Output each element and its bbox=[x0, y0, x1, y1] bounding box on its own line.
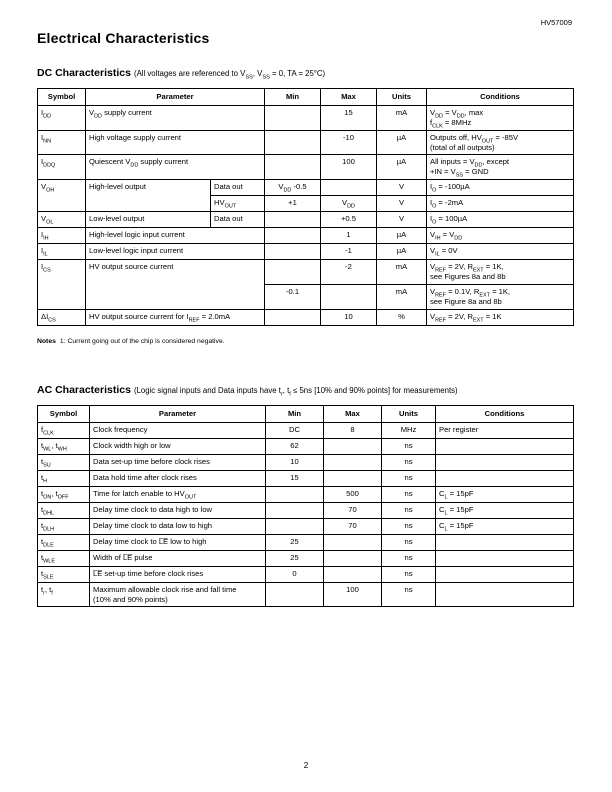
table-cell: $V_{IL} = 0V$ bbox=[427, 244, 574, 260]
table-cell bbox=[265, 309, 321, 325]
table-cell: Data out bbox=[211, 212, 265, 228]
table-cell: Low-level output bbox=[86, 212, 211, 228]
table-cell: Delay time clock to data low to high bbox=[90, 518, 266, 534]
table-cell: % bbox=[377, 309, 427, 325]
table-cell: mA bbox=[377, 284, 427, 309]
table-cell: µA bbox=[377, 244, 427, 260]
table-cell: Width of L̅E̅ pulse bbox=[90, 550, 266, 566]
doc-number: HV57009 bbox=[540, 18, 572, 27]
table-row bbox=[38, 422, 574, 438]
table-row bbox=[38, 244, 574, 260]
table-row bbox=[38, 470, 574, 486]
table-cell bbox=[436, 438, 574, 454]
table-cell bbox=[265, 244, 321, 260]
table-cell: Time for latch enable to $HV_{OUT}$ bbox=[90, 486, 266, 502]
table-cell: V bbox=[377, 196, 427, 212]
page-title: Electrical Characteristics bbox=[37, 30, 210, 46]
table-cell bbox=[436, 454, 574, 470]
table-cell: +0.5 bbox=[321, 212, 377, 228]
table-cell: $C_L = 15pF$ bbox=[436, 502, 574, 518]
table-cell: HV output source current for $I_{REF} = 2.0mA$ bbox=[86, 309, 265, 325]
table-row bbox=[38, 228, 574, 244]
table-cell: High voltage supply current bbox=[86, 130, 265, 155]
table-cell bbox=[266, 582, 324, 607]
ac-section-heading bbox=[37, 379, 575, 398]
table-cell: L̅E̅ set-up time before clock rises bbox=[90, 566, 266, 582]
table-cell: ns bbox=[382, 534, 436, 550]
table-cell: ns bbox=[382, 454, 436, 470]
dc-section-heading bbox=[37, 62, 575, 81]
table-cell: High-level output bbox=[86, 180, 211, 212]
table-row bbox=[38, 106, 574, 131]
table-cell bbox=[265, 212, 321, 228]
table-cell: ns bbox=[382, 550, 436, 566]
table-header-row bbox=[38, 405, 574, 422]
table-cell: $I_{IL}$ bbox=[38, 244, 86, 260]
table-cell: $\Delta I_{CS}$ bbox=[38, 309, 86, 325]
table-cell: $t_{DHL}$ bbox=[38, 502, 90, 518]
table-cell: V bbox=[377, 180, 427, 196]
table-cell bbox=[436, 470, 574, 486]
table-row bbox=[38, 566, 574, 582]
table-cell: Delay time clock to data high to low bbox=[90, 502, 266, 518]
table-cell: $t_H$ bbox=[38, 470, 90, 486]
page-number: 2 bbox=[303, 761, 309, 770]
column-header: Units bbox=[377, 89, 427, 106]
table-header-row bbox=[38, 89, 574, 106]
table-cell: 70 bbox=[324, 518, 382, 534]
table-cell: $I_{IH}$ bbox=[38, 228, 86, 244]
notes-text: 1: Current going out of the chip is considered negative. bbox=[59, 337, 225, 345]
table-cell: 70 bbox=[324, 502, 382, 518]
table-cell: $V_{DD}$ -0.5 bbox=[265, 180, 321, 196]
table-cell: ns bbox=[382, 582, 436, 607]
column-header: Min bbox=[265, 89, 321, 106]
table-cell: 0 bbox=[266, 566, 324, 582]
table-cell: Data out bbox=[211, 180, 265, 196]
table-cell bbox=[436, 582, 574, 607]
table-cell: 8 bbox=[324, 422, 382, 438]
table-row bbox=[38, 309, 574, 325]
dc-notes bbox=[37, 338, 575, 345]
column-header: Conditions bbox=[436, 405, 574, 422]
table-cell: DC bbox=[266, 422, 324, 438]
table-cell: All inputs = $V_{DD}$, except $+IN = V_{SS}$ = GND bbox=[427, 155, 574, 180]
table-cell: -10 bbox=[321, 130, 377, 155]
table-cell: $t_{DLH}$ bbox=[38, 518, 90, 534]
table-cell: 25 bbox=[266, 534, 324, 550]
table-cell: $I_{NN}$ bbox=[38, 130, 86, 155]
table-cell: Per register bbox=[436, 422, 574, 438]
table-cell bbox=[324, 550, 382, 566]
table-row bbox=[38, 180, 574, 196]
table-cell bbox=[266, 502, 324, 518]
table-cell: $I_{DDQ}$ bbox=[38, 155, 86, 180]
table-cell: $f_{CLK}$ bbox=[38, 422, 90, 438]
table-cell: Quiescent $V_{DD}$ supply current bbox=[86, 155, 265, 180]
table-row bbox=[38, 260, 574, 285]
table-cell bbox=[265, 228, 321, 244]
table-cell: ns bbox=[382, 470, 436, 486]
table-cell bbox=[265, 260, 321, 285]
table-cell: µA bbox=[377, 155, 427, 180]
table-cell: µA bbox=[377, 130, 427, 155]
table-cell: +1 bbox=[265, 196, 321, 212]
table-cell bbox=[321, 284, 377, 309]
table-row bbox=[38, 550, 574, 566]
table-cell bbox=[266, 518, 324, 534]
table-cell bbox=[266, 486, 324, 502]
ac-heading-subtitle: (Logic signal inputs and Data inputs have $t_r$, $t_f \le 5ns$ [10% and 90% points] for measurements) bbox=[133, 385, 458, 398]
table-cell: $C_L = 15pF$ bbox=[436, 486, 574, 502]
table-cell bbox=[324, 454, 382, 470]
table-row bbox=[38, 534, 574, 550]
table-cell bbox=[265, 130, 321, 155]
table-cell: $V_{REF} = 0.1V$, $R_{EXT} = 1K$, see Figure 8a and 8b bbox=[427, 284, 574, 309]
table-cell: ns bbox=[382, 502, 436, 518]
column-header: Symbol bbox=[38, 405, 90, 422]
table-cell: Low-level logic input current bbox=[86, 244, 265, 260]
table-cell: ns bbox=[382, 518, 436, 534]
table-cell: $t_{SU}$ bbox=[38, 454, 90, 470]
table-cell: $HV_{OUT}$ bbox=[211, 196, 265, 212]
table-row bbox=[38, 518, 574, 534]
table-cell: $t_{WLE}$ bbox=[38, 550, 90, 566]
table-cell: Maximum allowable clock rise and fall time (10% and 90% points) bbox=[90, 582, 266, 607]
table-cell: $I_O = -2mA$ bbox=[427, 196, 574, 212]
dc-heading-subtitle: (All voltages are referenced to $V_{SS}$, $V_{SS} = 0$, TA = 25°C) bbox=[133, 69, 326, 81]
table-cell bbox=[265, 106, 321, 131]
table-cell: mA bbox=[377, 106, 427, 131]
table-cell: mA bbox=[377, 260, 427, 285]
table-cell: 15 bbox=[266, 470, 324, 486]
table-cell: MHz bbox=[382, 422, 436, 438]
table-row bbox=[38, 438, 574, 454]
table-cell: $V_{OL}$ bbox=[38, 212, 86, 228]
table-cell: $I_{DD}$ bbox=[38, 106, 86, 131]
table-cell bbox=[265, 155, 321, 180]
table-cell: $t_r$, $t_f$ bbox=[38, 582, 90, 607]
table-cell: µA bbox=[377, 228, 427, 244]
table-cell: ns bbox=[382, 486, 436, 502]
table-cell: -1 bbox=[321, 244, 377, 260]
table-cell: $C_L = 15pF$ bbox=[436, 518, 574, 534]
dc-heading-label: DC Characteristics bbox=[37, 67, 131, 79]
table-cell: Clock frequency bbox=[90, 422, 266, 438]
table-cell bbox=[324, 534, 382, 550]
ac-characteristics-table bbox=[37, 405, 574, 608]
table-cell bbox=[436, 550, 574, 566]
column-header: Parameter bbox=[90, 405, 266, 422]
table-cell: Delay time clock to L̅E̅ low to high bbox=[90, 534, 266, 550]
table-cell: $V_{OH}$ bbox=[38, 180, 86, 212]
table-cell: -2 bbox=[321, 260, 377, 285]
table-cell: $I_{CS}$ bbox=[38, 260, 86, 309]
column-header: Parameter bbox=[86, 89, 265, 106]
table-cell: Data set-up time before clock rises bbox=[90, 454, 266, 470]
column-header: Min bbox=[266, 405, 324, 422]
table-cell: 10 bbox=[321, 309, 377, 325]
table-cell: 62 bbox=[266, 438, 324, 454]
table-cell: HV output source current bbox=[86, 260, 265, 309]
table-row bbox=[38, 212, 574, 228]
table-row bbox=[38, 130, 574, 155]
table-cell bbox=[324, 566, 382, 582]
table-cell: $V_{DD}$ bbox=[321, 196, 377, 212]
table-cell: $I_O = 100\mu A$ bbox=[427, 212, 574, 228]
table-cell: ns bbox=[382, 438, 436, 454]
table-cell: $I_O = -100\mu A$ bbox=[427, 180, 574, 196]
table-cell: 10 bbox=[266, 454, 324, 470]
dc-characteristics-table bbox=[37, 88, 574, 325]
table-cell: Clock width high or low bbox=[90, 438, 266, 454]
table-cell: High-level logic input current bbox=[86, 228, 265, 244]
table-row bbox=[38, 486, 574, 502]
table-cell: 100 bbox=[324, 582, 382, 607]
notes-label: Notes bbox=[37, 337, 56, 345]
ac-heading-label: AC Characteristics bbox=[37, 383, 131, 396]
column-header: Conditions bbox=[427, 89, 574, 106]
table-cell bbox=[321, 180, 377, 196]
table-cell: $t_{ON}$, $t_{OFF}$ bbox=[38, 486, 90, 502]
table-cell: $V_{DD}$ supply current bbox=[86, 106, 265, 131]
table-cell: $V_{REF} = 2V$, $R_{EXT} = 1K$ bbox=[427, 309, 574, 325]
table-row bbox=[38, 155, 574, 180]
table-cell: 100 bbox=[321, 155, 377, 180]
table-cell: $t_{SLE}$ bbox=[38, 566, 90, 582]
table-cell: 25 bbox=[266, 550, 324, 566]
column-header: Units bbox=[382, 405, 436, 422]
table-cell: $t_{DLE}$ bbox=[38, 534, 90, 550]
table-cell: 15 bbox=[321, 106, 377, 131]
table-cell: -0.1 bbox=[265, 284, 321, 309]
table-cell: $V_{REF} = 2V$, $R_{EXT} = 1K$, see Figures 8a and 8b bbox=[427, 260, 574, 285]
table-cell: 1 bbox=[321, 228, 377, 244]
table-cell: Outputs off, $HV_{OUT} = -85V$ (total of all outputs) bbox=[427, 130, 574, 155]
table-row bbox=[38, 454, 574, 470]
column-header: Symbol bbox=[38, 89, 86, 106]
table-cell bbox=[324, 470, 382, 486]
table-cell bbox=[436, 566, 574, 582]
table-cell: 500 bbox=[324, 486, 382, 502]
table-cell bbox=[324, 438, 382, 454]
table-cell: $t_{WL}$, $t_{WH}$ bbox=[38, 438, 90, 454]
table-row bbox=[38, 502, 574, 518]
column-header: Max bbox=[324, 405, 382, 422]
table-cell: Data hold time after clock rises bbox=[90, 470, 266, 486]
column-header: Max bbox=[321, 89, 377, 106]
table-cell bbox=[436, 534, 574, 550]
table-cell: $V_{DD} = V_{DD}$, max $f_{CLK} = 8MHz$ bbox=[427, 106, 574, 131]
table-cell: $V_{IH} = V_{DD}$ bbox=[427, 228, 574, 244]
table-row bbox=[38, 582, 574, 607]
table-cell: ns bbox=[382, 566, 436, 582]
table-cell: V bbox=[377, 212, 427, 228]
